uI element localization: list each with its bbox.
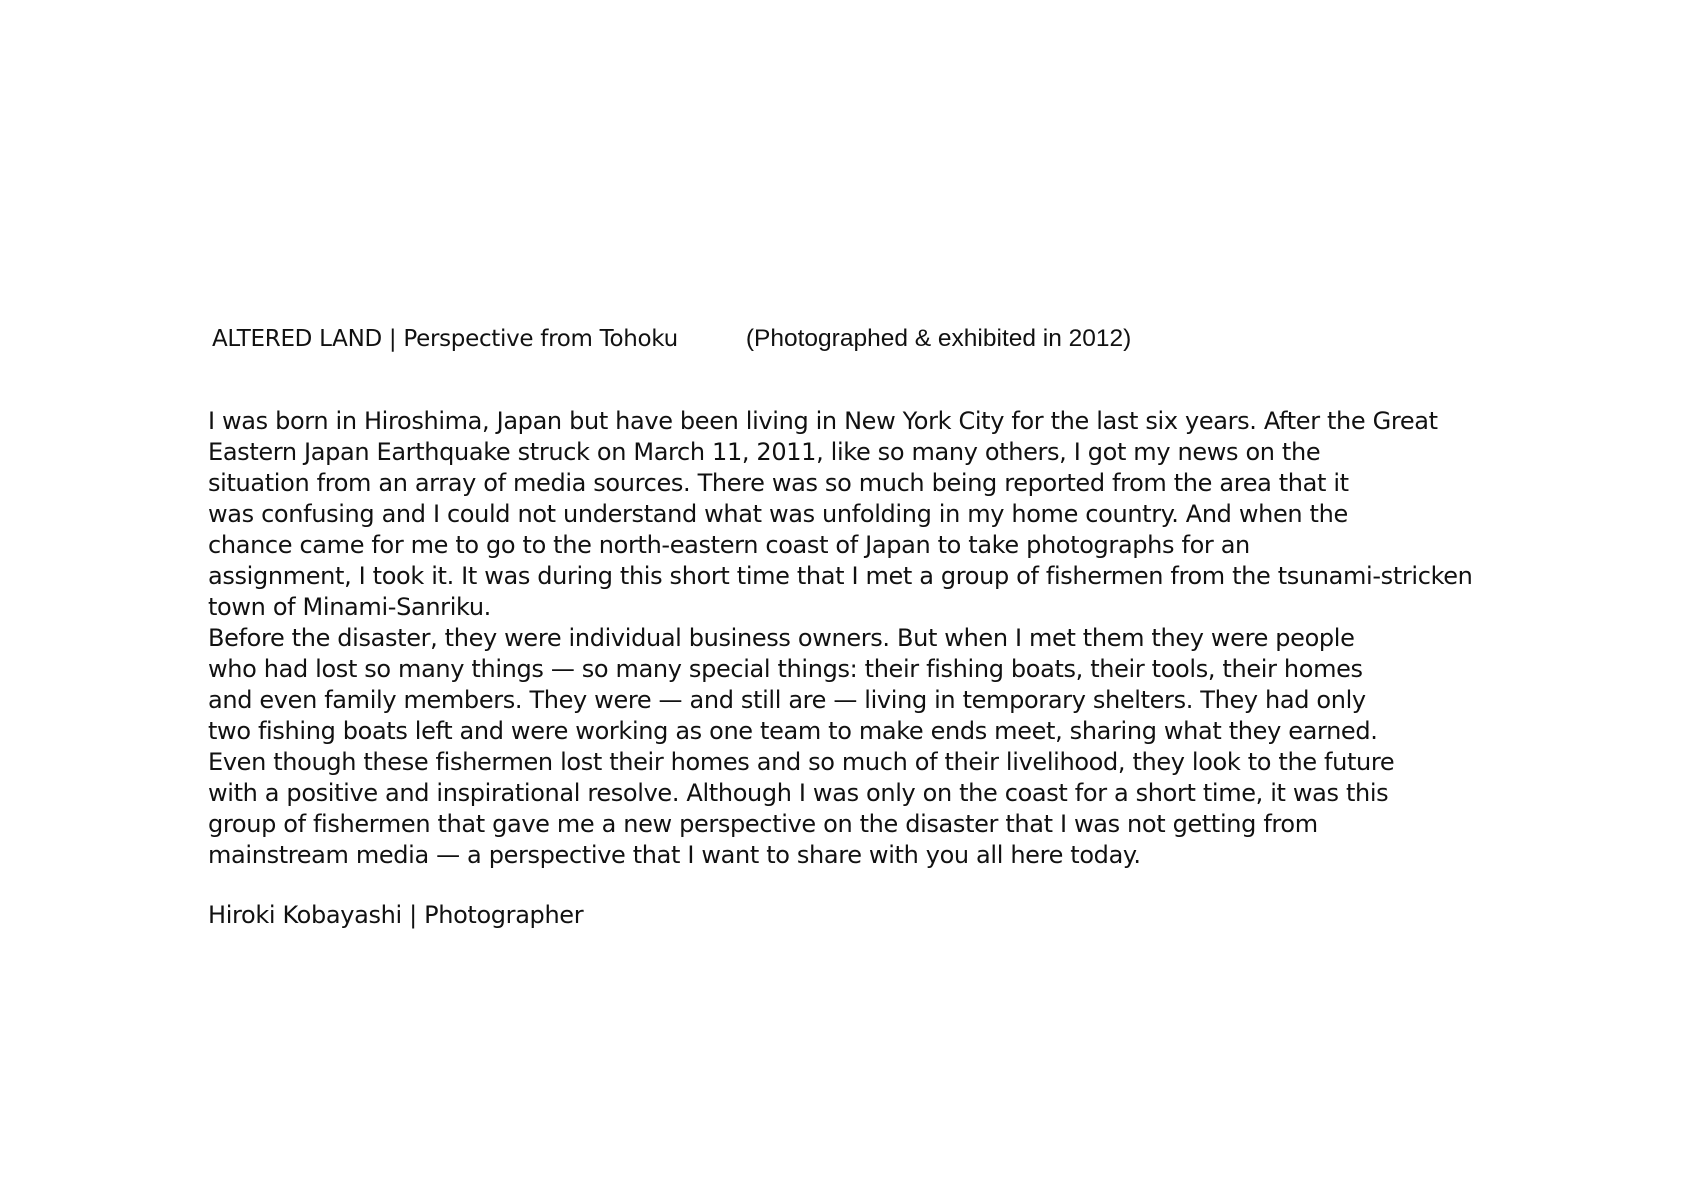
- body-line: and even family members. They were — and still are — living in temporary shelters. They had only: [208, 686, 1366, 714]
- body-text: [208, 406, 1608, 871]
- page-subtitle: (Photographed & exhibited in 2012): [745, 325, 1132, 352]
- page-title: ALTERED LAND | Perspective from Tohoku: [212, 326, 678, 352]
- body-line: situation from an array of media sources. There was so much being reported from the area that it: [208, 469, 1349, 497]
- body-line: Even though these fishermen lost their homes and so much of their livelihood, they look to the future: [208, 748, 1395, 776]
- body-line: who had lost so many things — so many special things: their fishing boats, their tools, their homes: [208, 655, 1363, 683]
- document-page: [208, 325, 1608, 931]
- body-line: two fishing boats left and were working as one team to make ends meet, sharing what they earned.: [208, 717, 1378, 745]
- body-line: town of Minami-Sanriku.: [208, 593, 491, 621]
- body-line: I was born in Hiroshima, Japan but have been living in New York City for the last six years. After the Great: [208, 407, 1438, 435]
- body-line: was confusing and I could not understand what was unfolding in my home country. And when the: [208, 500, 1348, 528]
- body-line: Before the disaster, they were individual business owners. But when I met them they were people: [208, 624, 1355, 652]
- body-line: with a positive and inspirational resolve. Although I was only on the coast for a short time, it was this: [208, 779, 1389, 807]
- body-line: group of fishermen that gave me a new perspective on the disaster that I was not getting from: [208, 810, 1318, 838]
- body-line: Eastern Japan Earthquake struck on March 11, 2011, like so many others, I got my news on the: [208, 438, 1321, 466]
- author-signature: Hiroki Kobayashi | Photographer: [208, 901, 584, 929]
- header: [212, 325, 1608, 359]
- body-line: assignment, I took it. It was during this short time that I met a group of fishermen from the tsunami-stricken: [208, 562, 1473, 590]
- body-line: mainstream media — a perspective that I want to share with you all here today.: [208, 841, 1141, 869]
- body-line: chance came for me to go to the north-eastern coast of Japan to take photographs for an: [208, 531, 1250, 559]
